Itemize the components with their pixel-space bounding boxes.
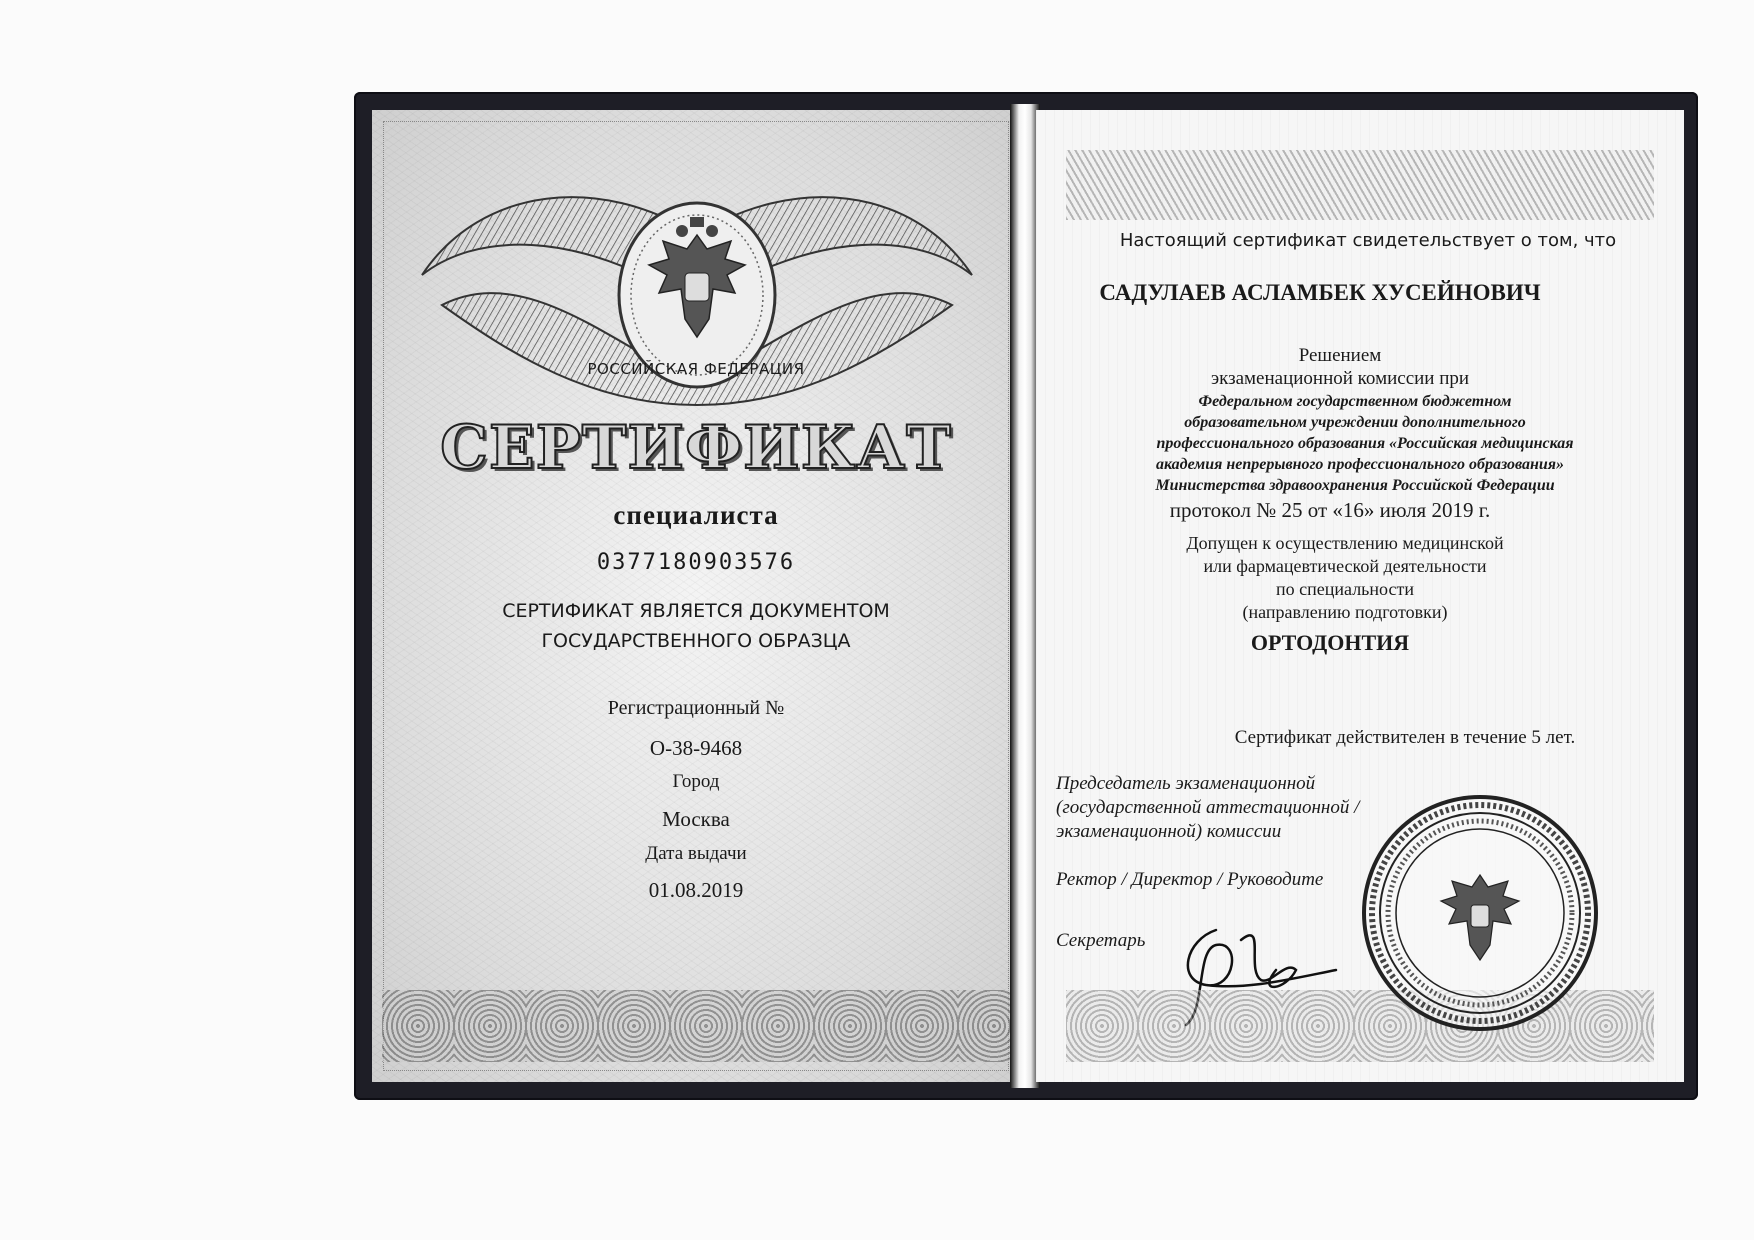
- city-label: Город: [672, 771, 720, 792]
- chairman-line-3: экзаменационной) комиссии: [1056, 821, 1282, 842]
- certificate-title: СЕРТИФИКАТ: [440, 413, 952, 483]
- round-official-seal: [1360, 793, 1600, 1033]
- admission-line-2: или фармацевтической деятельности: [1203, 556, 1487, 576]
- chairman-line-1: Председатель экзаменационной: [1056, 773, 1316, 794]
- certificate-left-page: [372, 110, 1020, 1082]
- decorative-bottom-band: [382, 990, 1010, 1062]
- registration-number: О-38-9468: [649, 736, 743, 760]
- rector-label: Ректор / Директор / Руководите: [1056, 869, 1324, 890]
- secretary-label: Секретарь: [1056, 930, 1146, 951]
- certificate-number: 0377180903576: [596, 550, 796, 575]
- issue-date-value: 01.08.2019: [648, 878, 744, 902]
- validity-text: Сертификат действителен в течение 5 лет.: [1234, 727, 1576, 748]
- organization-line-5: Министерства здравоохранения Российской Федерации: [1155, 477, 1555, 494]
- protocol-line: протокол № 25 от «16» июля 2019 г.: [1169, 498, 1491, 522]
- organization-line-3: профессионального образования «Российская медицинская: [1156, 435, 1574, 452]
- admission-line-1: Допущен к осуществлению медицинской: [1186, 533, 1504, 553]
- country-label: РОССИЙСКАЯ ФЕДЕРАЦИЯ: [587, 360, 805, 378]
- holder-name: САДУЛАЕВ АСЛАМБЕК ХУСЕЙНОВИЧ: [1099, 280, 1541, 305]
- organization-line-1: Федеральном государственном бюджетном: [1198, 393, 1512, 410]
- intro-text: Настоящий сертификат свидетельствует о том, что: [1119, 230, 1617, 251]
- certificate-subtitle: специалиста: [613, 500, 779, 530]
- city-value: Москва: [662, 807, 730, 831]
- registration-label: Регистрационный №: [607, 697, 785, 719]
- organization-line-2: образовательном учреждении дополнительного: [1184, 414, 1526, 431]
- specialty-value: ОРТОДОНТИЯ: [1250, 630, 1410, 655]
- issue-date-label: Дата выдачи: [645, 843, 747, 864]
- decision-line-1: Решением: [1298, 345, 1382, 366]
- chairman-line-2: (государственной аттестационной /: [1056, 797, 1360, 818]
- decorative-top-band: [1066, 150, 1654, 220]
- admission-line-4: (направлению подготовки): [1242, 602, 1448, 622]
- admission-line-3: по специальности: [1276, 579, 1414, 599]
- decision-line-2: экзаменационной комиссии при: [1210, 368, 1470, 389]
- organization-line-4: академия непрерывного профессионального образования»: [1155, 456, 1565, 473]
- document-status-line-2: ГОСУДАРСТВЕННОГО ОБРАЗЦА: [541, 630, 851, 652]
- document-status-line-1: СЕРТИФИКАТ ЯВЛЯЕТСЯ ДОКУМЕНТОМ: [502, 600, 890, 622]
